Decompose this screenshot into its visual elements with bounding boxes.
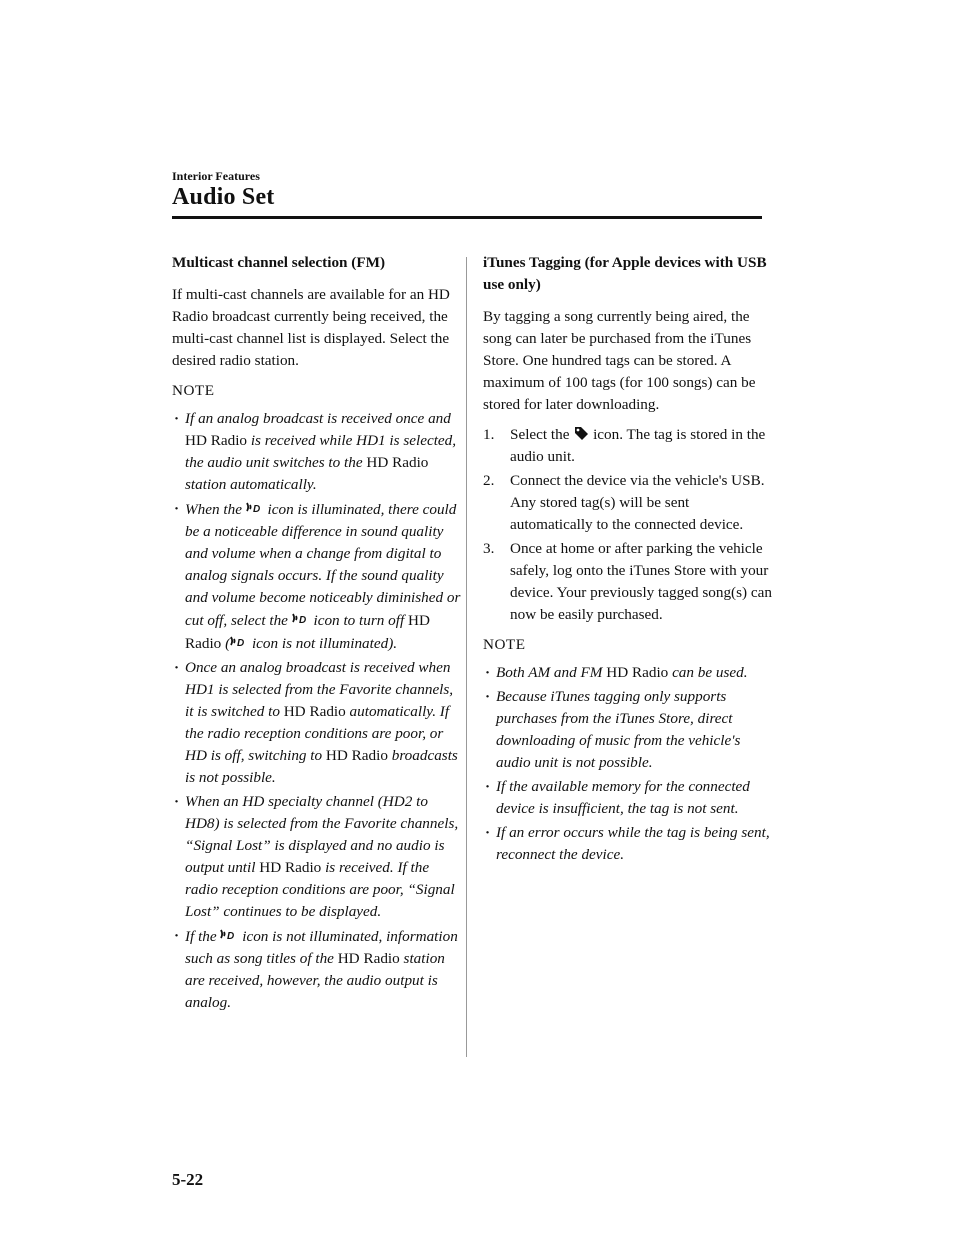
svg-text:D: D	[298, 615, 306, 626]
itunes-tagging-heading: iTunes Tagging (for Apple devices with USB use only)	[483, 254, 767, 293]
note-item: · If the D icon is not illuminated, information such as song titles of the HD Radio station are received, however, the audio output is analog.	[174, 927, 458, 1011]
hd-radio-icon	[230, 632, 248, 650]
tagging-steps	[483, 424, 773, 626]
svg-text:D: D	[237, 638, 245, 649]
svg-text:D: D	[252, 504, 260, 515]
chapter-title: Audio Set	[172, 184, 275, 210]
header-rule	[172, 216, 762, 219]
hd-radio-icon	[246, 498, 264, 516]
section-label: Interior Features	[172, 169, 260, 183]
note-label: NOTE	[483, 636, 526, 653]
step-item: 2. Connect the device via the vehicle's USB. Any stored tag(s) will be sent automatically to the connected device.	[483, 472, 765, 533]
multicast-intro: If multi-cast channels are available for an HD Radio broadcast currently being received, the multi-cast channel list is displayed. Select the desired radio station.	[172, 286, 450, 369]
note-item: · Because iTunes tagging only supports purchases from the iTunes Store, direct downloading of music from the vehicle's audio unit is not possible.	[485, 688, 741, 771]
itunes-note-list	[483, 662, 773, 866]
note-label: NOTE	[172, 382, 215, 399]
page-number: 5-22	[172, 1170, 204, 1189]
left-column	[172, 252, 462, 1016]
multicast-note-list	[172, 408, 462, 1014]
note-item: · When an HD specialty channel (HD2 to HD8) is selected from the Favorite channels, “Signal Lost” is displayed and no audio is output until HD Radio is received. If the radio reception conditions are poor, “Signal Lost” continues to be displayed.	[174, 793, 459, 920]
column-divider	[466, 257, 467, 1057]
note-item: · Once an analog broadcast is received when HD1 is selected from the Favorite channels, it is switched to HD Radio automatically. If the radio reception conditions are poor, or HD is off, switching to HD Radio broadcasts is not possible.	[174, 659, 458, 786]
itunes-tagging-intro: By tagging a song currently being aired, the song can later be purchased from the iTunes Store. One hundred tags can be stored. A maximum of 100 tags (for 100 songs) can be stored for later downloading.	[483, 308, 756, 413]
note-item: · If an analog broadcast is received once and HD Radio is received while HD1 is selected, the audio unit switches to the HD Radio station automatically.	[174, 410, 457, 493]
right-column	[483, 252, 773, 868]
tag-icon	[573, 425, 589, 441]
note-item: · If an error occurs while the tag is being sent, reconnect the device.	[485, 824, 770, 863]
svg-text:D: D	[227, 931, 235, 942]
multicast-heading: Multicast channel selection (FM)	[172, 254, 386, 271]
note-item: · If the available memory for the connected device is insufficient, the tag is not sent.	[485, 778, 750, 817]
step-item: 1. Select the icon. The tag is stored in the audio unit.	[483, 426, 766, 465]
note-item: · When the D icon is illuminated, there could be a noticeable difference in sound quality and volume when a change from digital to analog signals occurs. If the sound quality and volume become noticeably diminished or cut off, select the D icon to turn off HD Radio ( D icon is not illuminated).	[174, 500, 461, 652]
hd-radio-icon	[220, 925, 238, 943]
hd-radio-icon	[292, 609, 310, 627]
note-item: · Both AM and FM HD Radio can be used.	[485, 664, 748, 681]
step-item: 3. Once at home or after parking the vehicle safely, log onto the iTunes Store with your device. Your previously tagged song(s) can now be easily purchased.	[483, 540, 772, 623]
